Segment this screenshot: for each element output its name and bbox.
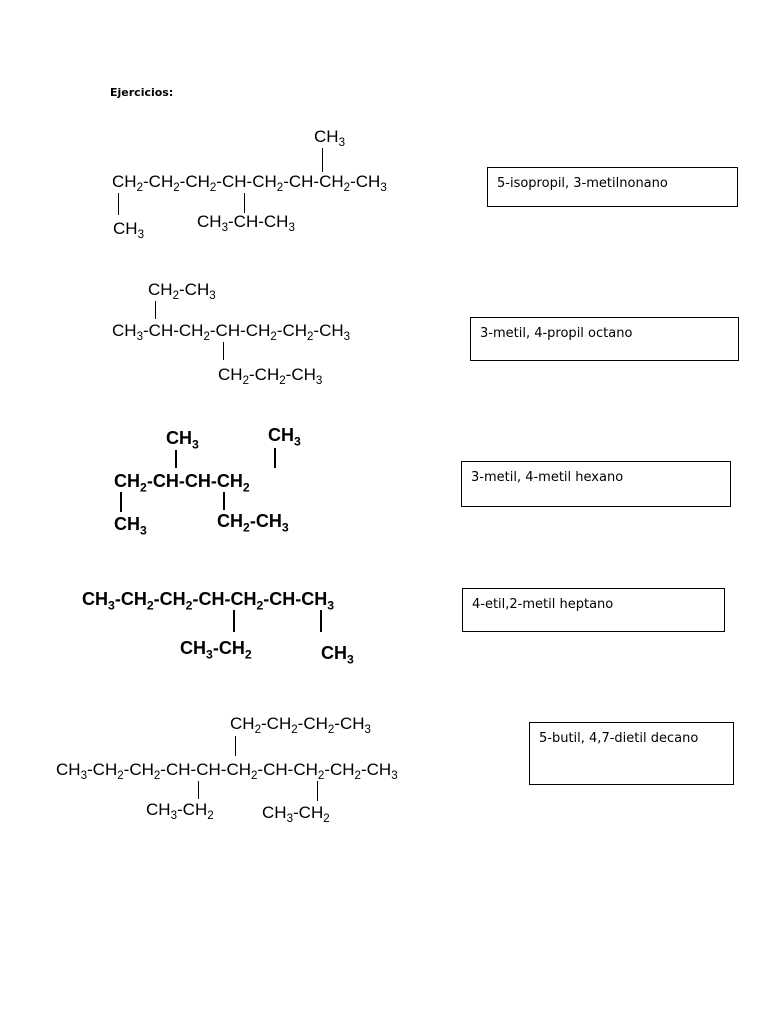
main-chain-formula: $CH_2-CH-CH-CH_2$: [114, 471, 250, 495]
substituent-formula: $CH_3$: [114, 514, 147, 538]
bond-line: [233, 610, 235, 632]
answer-text: 5-isopropil, 3-metilnonano: [497, 176, 668, 191]
page-heading: Ejercicios:: [110, 86, 174, 99]
answer-box: [462, 588, 725, 632]
bond-line: [274, 448, 276, 468]
substituent-formula: $CH_3$: [113, 219, 144, 242]
substituent-formula: $CH_3-CH-CH_3$: [197, 212, 295, 235]
answer-text: 3-metil, 4-metil hexano: [471, 470, 624, 485]
answer-text: 3-metil, 4-propil octano: [480, 326, 633, 341]
bond-line: [244, 193, 245, 213]
answer-text: 5-butil, 4,7-dietil decano: [539, 731, 699, 746]
substituent-formula: $CH_3-CH_2$: [146, 800, 214, 823]
substituent-formula: $CH_3-CH_2$: [180, 638, 252, 662]
bond-line: [118, 193, 119, 215]
bond-line: [235, 736, 236, 756]
substituent-formula: $CH_2-CH_3$: [217, 511, 289, 535]
answer-text: 4-etil,2-metil heptano: [472, 597, 614, 612]
answer-box: [461, 461, 731, 507]
bond-line: [322, 148, 323, 172]
bond-line: [223, 492, 225, 510]
bond-line: [223, 342, 224, 360]
substituent-formula: $CH_2-CH_3$: [148, 280, 216, 303]
bond-line: [175, 450, 177, 468]
substituent-formula: $CH_3$: [268, 425, 301, 449]
bond-line: [120, 492, 122, 512]
substituent-formula: $CH_3-CH_2$: [262, 803, 330, 826]
substituent-formula: $CH_2-CH_2-CH_3$: [218, 365, 323, 388]
main-chain-formula: $CH_3-CH-CH_2-CH-CH_2-CH_2-CH_3$: [112, 321, 351, 344]
bond-line: [198, 781, 199, 799]
substituent-formula: $CH_3$: [321, 643, 354, 667]
answer-box: [487, 167, 738, 207]
bond-line: [320, 610, 322, 632]
bond-line: [155, 301, 156, 319]
main-chain-formula: $CH_3-CH_2-CH_2-CH-CH_2-CH-CH_3$: [82, 589, 335, 613]
substituent-formula: $CH_3$: [166, 428, 199, 452]
substituent-formula: $CH_2-CH_2-CH_2-CH_3$: [230, 714, 371, 737]
main-chain-formula: $CH_3-CH_2-CH_2-CH-CH-CH_2-CH-CH_2-CH_2-CH_3$: [56, 760, 398, 783]
bond-line: [317, 781, 318, 801]
answer-box: [470, 317, 739, 361]
answer-box: [529, 722, 734, 785]
main-chain-formula: $CH_2-CH_2-CH_2-CH-CH_2-CH-CH_2-CH_3$: [112, 172, 387, 195]
substituent-formula: $CH_3$: [314, 127, 345, 150]
